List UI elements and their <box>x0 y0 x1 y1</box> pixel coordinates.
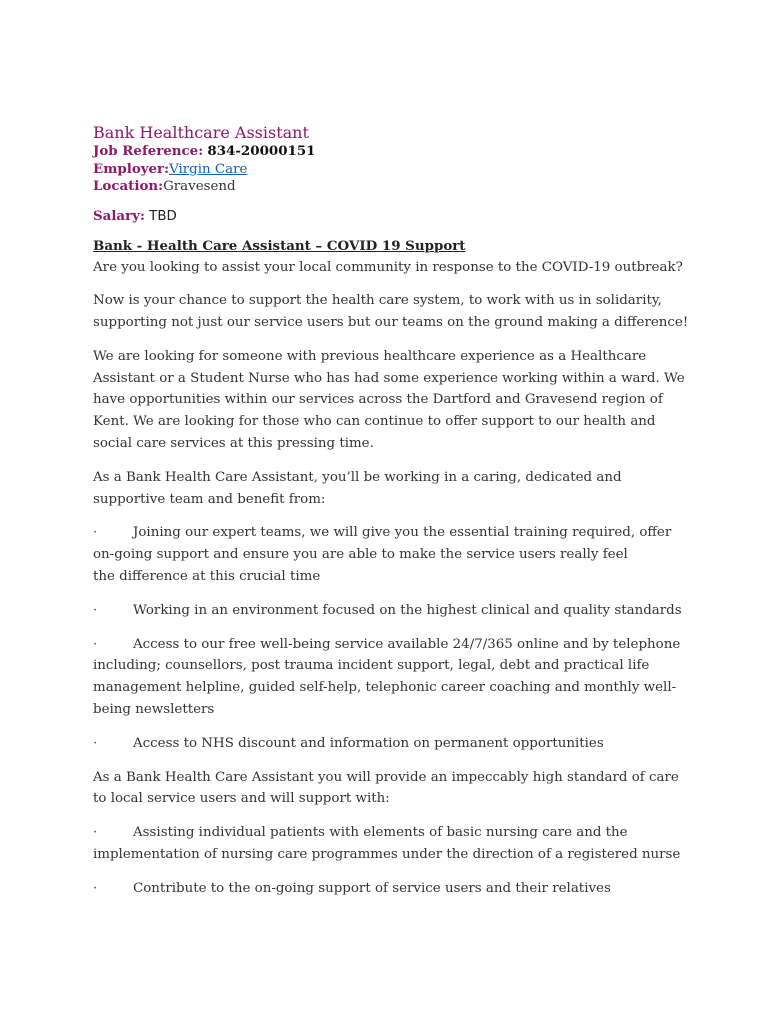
intro-paragraph: Are you looking to assist your local community in response to the COVID-19 outbreak? <box>93 259 683 275</box>
paragraph-now: Now is your chance to support the health care system, to work with us in solidarity, supporting not just our service users but our teams on the ground making a difference! <box>93 293 689 331</box>
bullet-icon: · <box>93 636 98 652</box>
benefit-item <box>93 733 693 755</box>
benefit-text-continued: the difference at this crucial time <box>93 569 321 585</box>
job-reference-line <box>93 143 693 161</box>
employer-line <box>93 161 693 179</box>
location-label: Location: <box>93 178 164 194</box>
location-line <box>93 178 693 196</box>
section-heading: Bank - Health Care Assistant – COVID 19 Support <box>93 237 466 254</box>
benefit-item <box>93 634 693 721</box>
duty-item <box>93 878 693 900</box>
paragraph-benefit: As a Bank Health Care Assistant, you’ll be working in a caring, dedicated and supportive team and benefit from: <box>93 469 622 507</box>
salary-value: TBD <box>149 208 177 224</box>
bullet-icon: · <box>93 825 98 841</box>
benefit-text: Access to NHS discount and information on permanent opportunities <box>133 735 604 751</box>
paragraph-provide <box>93 767 693 811</box>
location-value: Gravesend <box>163 179 236 194</box>
job-reference-value: 834-20000151 <box>207 143 316 159</box>
job-reference-label: Job Reference: <box>93 143 204 159</box>
duty-text: Contribute to the on-going support of service users and their relatives <box>133 880 611 896</box>
benefit-item <box>93 522 693 587</box>
provide-text-continued: to local service users and will support with: <box>93 791 390 807</box>
salary-line <box>93 207 693 226</box>
job-title: Bank Healthcare Assistant <box>93 123 309 142</box>
bullet-icon: · <box>93 880 98 896</box>
duty-text: Assisting individual patients with elements of basic nursing care and the implementation of nursing care programmes under the direction of a registered nurse <box>93 825 681 863</box>
employer-label: Employer: <box>93 160 170 177</box>
provide-text: As a Bank Health Care Assistant you will provide an impeccably high standard of care <box>93 769 679 785</box>
benefit-item <box>93 600 693 622</box>
salary-label: Salary: <box>93 207 145 224</box>
document-content <box>93 123 693 900</box>
employer-link[interactable]: Virgin Care <box>169 161 248 177</box>
bullet-icon: · <box>93 602 98 618</box>
duty-item <box>93 822 693 866</box>
benefit-text: Working in an environment focused on the highest clinical and quality standards <box>133 602 682 618</box>
bullet-icon: · <box>93 735 98 751</box>
paragraph-looking: We are looking for someone with previous healthcare experience as a Healthcare Assistant or a Student Nurse who has had some experience working within a ward. We have opportunities within our services across the Dartford and Gravesend region of Kent. We are looking for those who can continue to offer support to our health and social care services at this pressing time. <box>93 348 685 452</box>
benefit-text: Access to our free well-being service available 24/7/365 online and by telephone including; counsellors, post trauma incident support, legal, debt and practical life management helpline, guided self-help, telephonic career coaching and monthly well-being newsletters <box>93 636 681 718</box>
benefit-text: Joining our expert teams, we will give you the essential training required, offer on-going support and ensure you are able to make the service users really feel <box>93 525 672 563</box>
bullet-icon: · <box>93 525 98 541</box>
